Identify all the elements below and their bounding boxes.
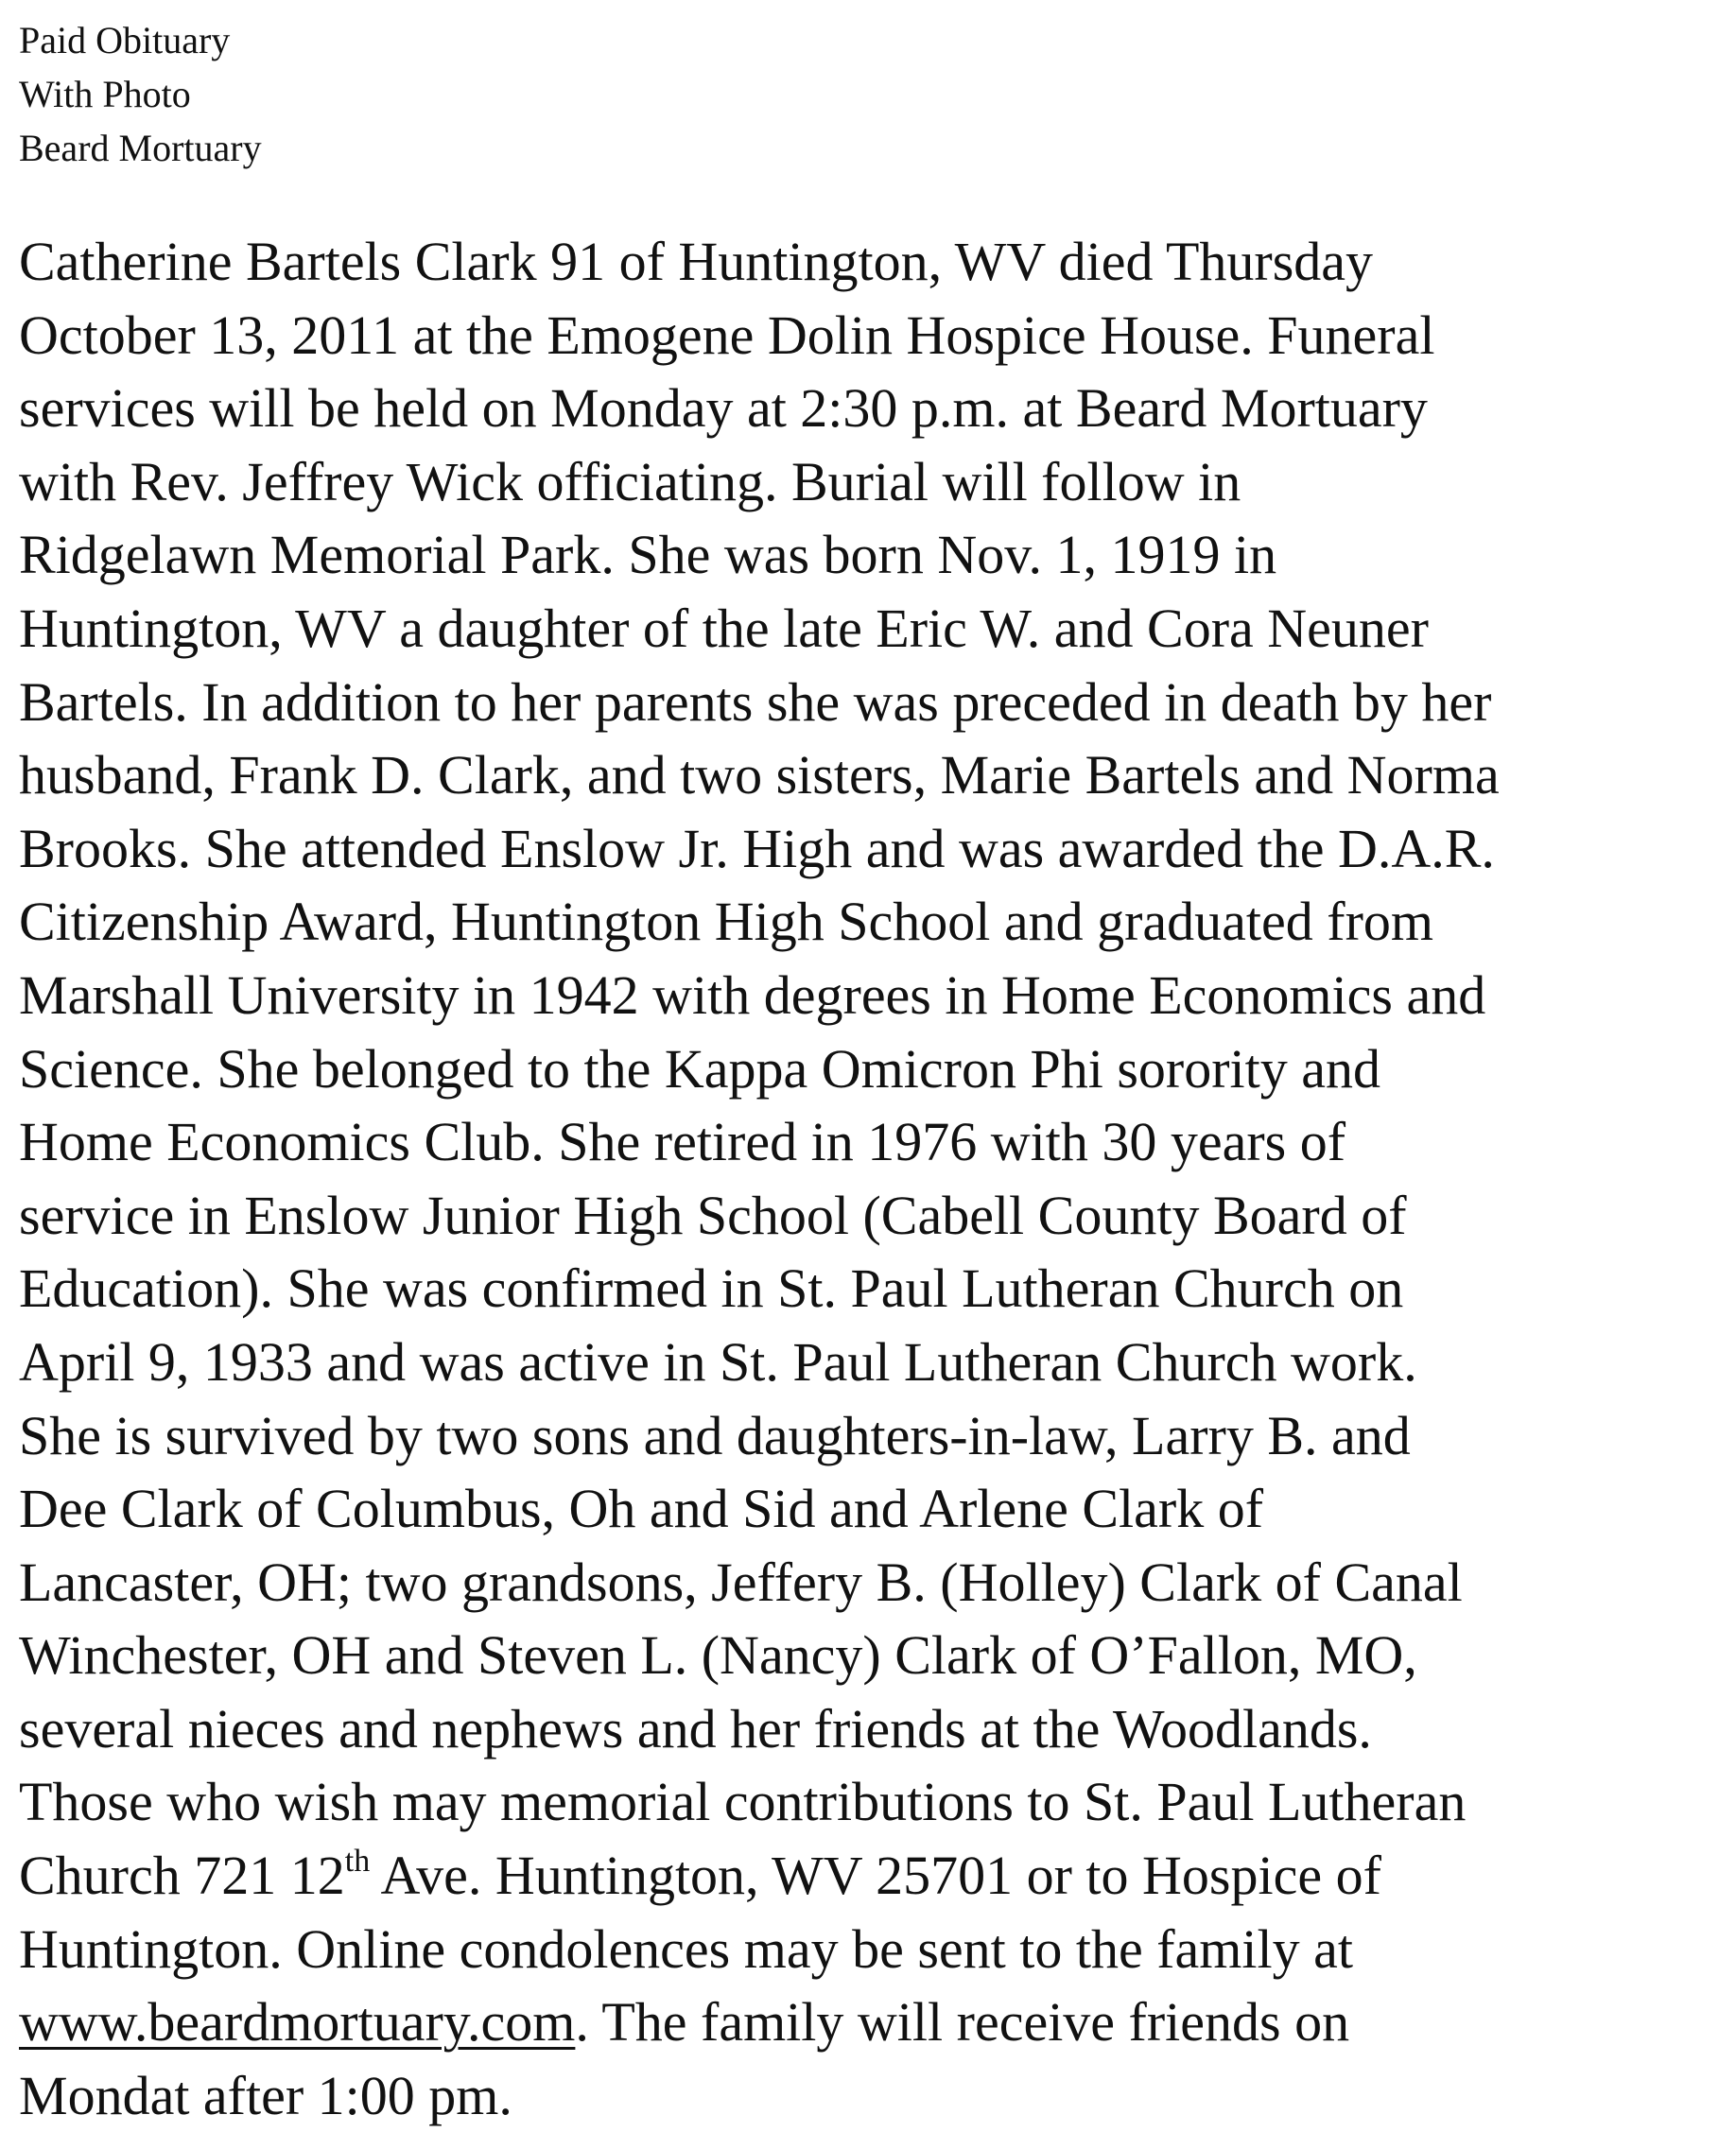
text-line: services will be held on Monday at 2:30 p.m. at Beard Mortuary: [19, 377, 1428, 440]
obituary-text: [19, 225, 1721, 2132]
website-line: [19, 1985, 1721, 2059]
text-line: Catherine Bartels Clark 91 of Huntington, WV died Thursday: [19, 231, 1374, 292]
document-header: [19, 13, 262, 175]
header-beard-mortuary: Beard Mortuary: [19, 127, 262, 169]
text-line: Education). She was confirmed in St. Paul Lutheran Church on: [19, 1257, 1404, 1320]
header-paid-obituary: Paid Obituary: [19, 19, 231, 61]
text-line: husband, Frank D. Clark, and two sisters, Marie Bartels and Norma: [19, 744, 1500, 806]
text-line: Those who wish may memorial contributions to St. Paul Lutheran: [19, 1771, 1467, 1833]
text-line: service in Enslow Junior High School (Cabell County Board of: [19, 1184, 1407, 1246]
text-line: Winchester, OH and Steven L. (Nancy) Clark of O’Fallon, MO,: [19, 1624, 1417, 1687]
text-line: Science. She belonged to the Kappa Omicron Phi sorority and: [19, 1037, 1381, 1100]
text-line: Home Economics Club. She retired in 1976 with 30 years of: [19, 1111, 1346, 1173]
condolence-line: Huntington. Online condolences may be sent to the family at: [19, 1917, 1354, 1980]
website-line-after: . The family will receive friends on: [575, 1991, 1350, 2054]
address-before: Church 721 12: [19, 1845, 345, 1907]
ordinal-superscript: th: [344, 1844, 371, 1880]
address-after: Ave. Huntington, WV 25701 or to Hospice of: [370, 1845, 1381, 1907]
address-line: [19, 1839, 1721, 1913]
text-line: Lancaster, OH; two grandsons, Jeffery B. (Holley) Clark of Canal: [19, 1551, 1463, 1613]
text-line: Huntington, WV a daughter of the late Eric W. and Cora Neuner: [19, 597, 1429, 659]
text-line: Marshall University in 1942 with degrees in Home Economics and: [19, 963, 1486, 1026]
text-line: She is survived by two sons and daughters-in-law, Larry B. and: [19, 1404, 1411, 1466]
text-line: Bartels. In addition to her parents she was preceded in death by her: [19, 670, 1492, 733]
text-line: Citizenship Award, Huntington High School and graduated from: [19, 891, 1433, 953]
website-link[interactable]: www.beardmortuary.com: [19, 1991, 576, 2054]
text-line: Ridgelawn Memorial Park. She was born Nov. 1, 1919 in: [19, 524, 1277, 586]
text-line: several nieces and nephews and her friends at the Woodlands.: [19, 1697, 1372, 1759]
text-line: April 9, 1933 and was active in St. Paul Lutheran Church work.: [19, 1330, 1417, 1393]
text-line: October 13, 2011 at the Emogene Dolin Hospice House. Funeral: [19, 303, 1435, 366]
visitation-line: Mondat after 1:00 pm.: [19, 2064, 512, 2126]
text-line: with Rev. Jeffrey Wick officiating. Burial will follow in: [19, 450, 1241, 512]
text-line: Dee Clark of Columbus, Oh and Sid and Arlene Clark of: [19, 1478, 1264, 1540]
header-with-photo: With Photo: [19, 73, 191, 115]
text-line: Brooks. She attended Enslow Jr. High and was awarded the D.A.R.: [19, 817, 1495, 879]
